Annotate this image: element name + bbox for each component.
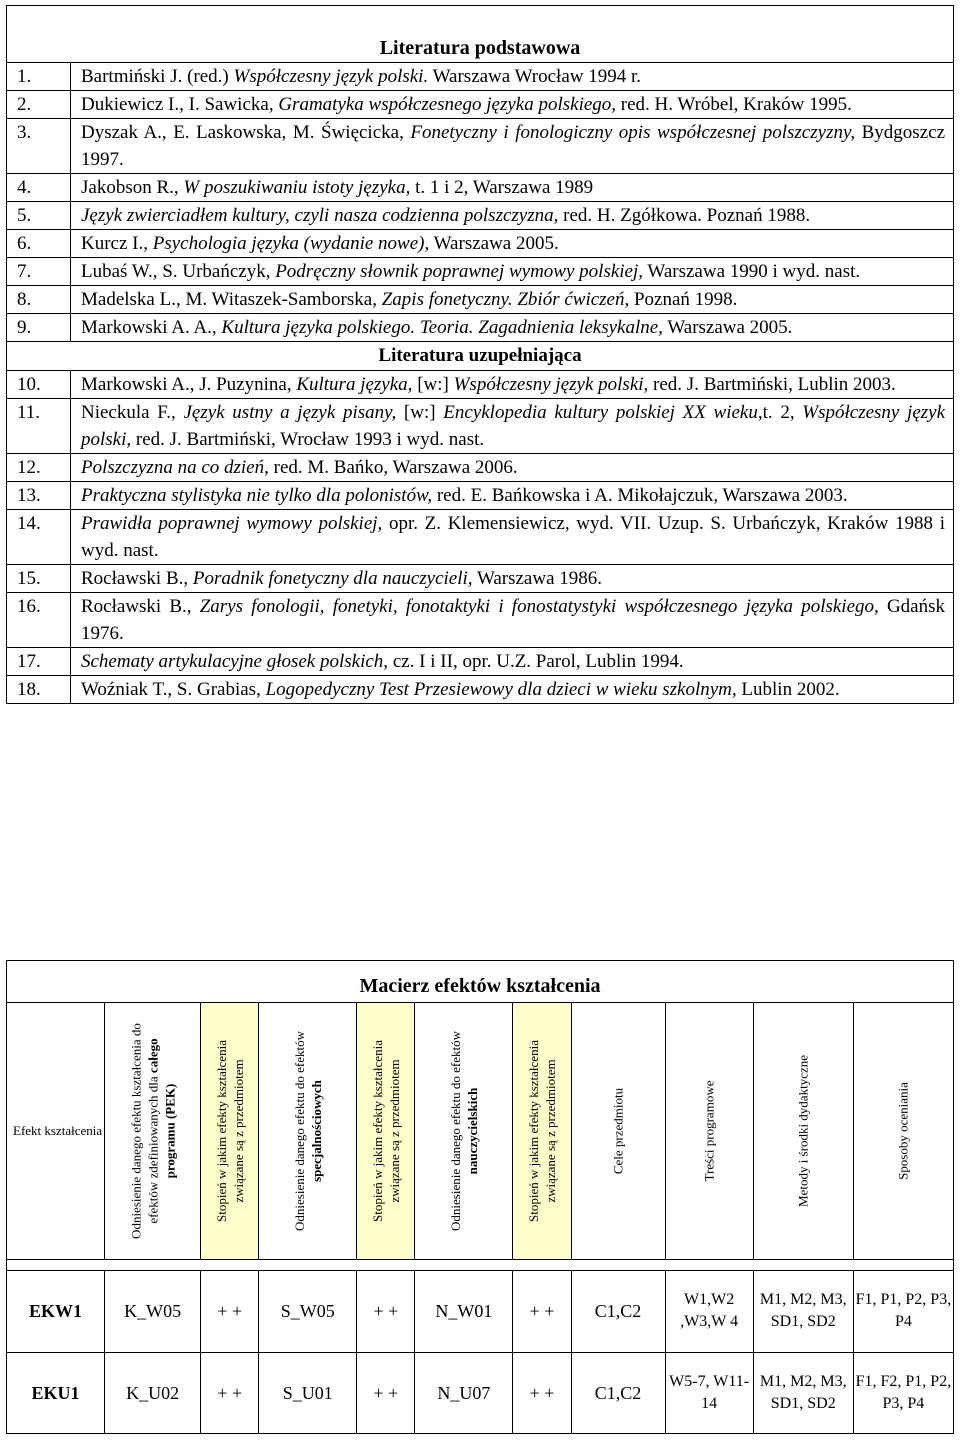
matrix-cell-spec: S_W05 xyxy=(259,1271,357,1352)
matrix-cell-spec: S_U01 xyxy=(259,1352,357,1433)
literature-text-part: cz. I i II, opr. U.Z. Parol, Lublin 1994. xyxy=(388,651,684,672)
blank-row xyxy=(7,6,954,35)
literature-item-text xyxy=(71,63,954,91)
literature-item xyxy=(7,314,954,342)
matrix-cell-pek: K_U02 xyxy=(105,1352,201,1433)
matrix-cell-assessment: F1, F2, P1, P2, P3, P4 xyxy=(853,1352,953,1433)
supplementary-heading-row xyxy=(7,342,954,371)
matrix-cell-methods: M1, M2, M3, SD1, SD2 xyxy=(753,1352,853,1433)
header-degree-1: Stopień w jakim efekty kształcenia związane są z przedmiotem xyxy=(201,1003,259,1260)
literature-text-part: Jakobson R., xyxy=(81,177,184,198)
literature-title-italic: Język ustny a język pisany, xyxy=(183,402,397,423)
matrix-cell-assessment: F1, P1, P2, P3, P4 xyxy=(853,1271,953,1352)
literature-title-italic: Polszczyzna na co dzień xyxy=(81,457,265,478)
literature-item-text xyxy=(71,314,954,342)
literature-table xyxy=(6,5,954,704)
header-specialty: Odniesienie danego efektu do efektów specjalnościowych xyxy=(259,1003,357,1260)
literature-text-part: Markowski A., J. Puzynina, xyxy=(81,374,297,395)
matrix-cell-deg2: + + xyxy=(357,1352,415,1433)
matrix-cell-effect: EKW1 xyxy=(7,1271,105,1352)
literature-title-italic: Poradnik fonetyczny dla nauczycieli, xyxy=(192,568,473,589)
literature-item-number: 2. xyxy=(7,91,71,119)
literature-title-italic: Współczesny język polski xyxy=(453,374,644,395)
literature-item-text xyxy=(71,676,954,704)
literature-item xyxy=(7,648,954,676)
matrix-cell-methods: M1, M2, M3, SD1, SD2 xyxy=(753,1271,853,1352)
literature-item xyxy=(7,565,954,593)
matrix-cell-effect: EKU1 xyxy=(7,1352,105,1433)
literature-text-part: Nieckula F., xyxy=(81,402,184,423)
literature-item xyxy=(7,593,954,648)
literature-item-number: 15. xyxy=(7,565,71,593)
literature-item xyxy=(7,510,954,565)
literature-item-number: 13. xyxy=(7,482,71,510)
basic-literature-heading-row xyxy=(7,34,954,63)
literature-text-part: Rocławski B., xyxy=(81,596,200,617)
literature-item-number: 4. xyxy=(7,174,71,202)
literature-item-number: 18. xyxy=(7,676,71,704)
matrix-header-row xyxy=(7,1003,954,1260)
literature-item-number: 1. xyxy=(7,63,71,91)
matrix-cell-deg1: + + xyxy=(201,1271,259,1352)
literature-text-part: Warszawa 2005. xyxy=(662,317,793,338)
header-assessment: Sposoby oceniania xyxy=(853,1003,953,1260)
header-pek: Odniesienie danego efektu kształcenia do efektów zdefiniowanych dla całego programu (PEK) xyxy=(105,1003,201,1260)
literature-text-part: Woźniak T., S. Grabias, xyxy=(81,679,266,700)
literature-text-part: Warszawa Wrocław 1994 r. xyxy=(428,66,642,87)
literature-text-part: t. 2, xyxy=(762,402,803,423)
literature-text-part: Dukiewicz I., I. Sawicka, xyxy=(81,94,279,115)
literature-text-part: Lubaś W., S. Urbańczyk, xyxy=(81,261,276,282)
literature-item-number: 11. xyxy=(7,399,71,454)
literature-item-number: 14. xyxy=(7,510,71,565)
literature-item xyxy=(7,371,954,399)
literature-item xyxy=(7,230,954,258)
literature-title-italic: Zapis fonetyczny. Zbiór ćwiczeń, xyxy=(381,289,630,310)
literature-item-text xyxy=(71,399,954,454)
literature-item-text xyxy=(71,454,954,482)
literature-title-italic: Współczesny język polski, xyxy=(81,402,946,450)
header-content: Treści programowe xyxy=(665,1003,753,1260)
literature-item-number: 8. xyxy=(7,286,71,314)
literature-item xyxy=(7,399,954,454)
literature-item-number: 10. xyxy=(7,371,71,399)
matrix-cell-deg2: + + xyxy=(357,1271,415,1352)
literature-item-number: 16. xyxy=(7,593,71,648)
matrix-cell-goals: C1,C2 xyxy=(571,1352,665,1433)
literature-text-part: red. E. Bańkowska i A. Mikołajczuk, Warszawa 2003. xyxy=(432,485,848,506)
literature-item xyxy=(7,258,954,286)
literature-text-part: Warszawa 1986. xyxy=(472,568,603,589)
matrix-cell-pek: K_W05 xyxy=(105,1271,201,1352)
literature-text-part: Madelska L., M. Witaszek-Samborska, xyxy=(81,289,382,310)
literature-item-text xyxy=(71,371,954,399)
literature-text-part: Rocławski B., xyxy=(81,568,193,589)
literature-text-part: Gdańsk 1976. xyxy=(81,596,945,644)
literature-item-text xyxy=(71,286,954,314)
matrix-gap-row xyxy=(7,1259,954,1270)
literature-title-italic: Zarys fonologii, fonetyki, fonotaktyki i fonostatystyki współczesnego języka polskiego, xyxy=(199,596,879,617)
literature-text-part: , red. M. Bańko, Warszawa 2006. xyxy=(264,457,518,478)
literature-text-part: Warszawa 1990 i wyd. nast. xyxy=(643,261,861,282)
literature-text-part: Dyszak A., E. Laskowska, M. Święcicka, xyxy=(81,122,411,143)
literature-item xyxy=(7,63,954,91)
matrix-cell-goals: C1,C2 xyxy=(571,1271,665,1352)
literature-text-part: t. 1 i 2, Warszawa 1989 xyxy=(410,177,594,198)
literature-item-text xyxy=(71,202,954,230)
literature-item-text xyxy=(71,174,954,202)
header-effect: Efekt kształcenia xyxy=(7,1003,105,1260)
literature-text-part: Poznań 1998. xyxy=(629,289,738,310)
matrix-cell-content: W1,W2 ,W3,W 4 xyxy=(665,1271,753,1352)
literature-text-part: Bydgoszcz 1997. xyxy=(81,122,945,170)
literature-title-italic: Logopedyczny Test Przesiewowy dla dzieci w wieku szkolnym, xyxy=(265,679,737,700)
literature-item-number: 17. xyxy=(7,648,71,676)
literature-item xyxy=(7,91,954,119)
literature-item-text xyxy=(71,230,954,258)
literature-title-italic: Fonetyczny i fonologiczny opis współczesnej polszczyzny, xyxy=(410,122,856,143)
basic-literature-heading: Literatura podstawowa xyxy=(7,34,954,63)
header-teacher: Odniesienie danego efektu do efektów nauczycielskich xyxy=(415,1003,513,1260)
literature-item-text xyxy=(71,648,954,676)
matrix-cell-deg1: + + xyxy=(201,1352,259,1433)
literature-text-part: [w:] xyxy=(412,374,454,395)
matrix-row xyxy=(7,1271,954,1352)
literature-item xyxy=(7,202,954,230)
literature-title-italic: Gramatyka współczesnego języka polskiego, xyxy=(278,94,617,115)
literature-title-italic: Kultura języka polskiego. Teoria. Zagadnienia leksykalne, xyxy=(221,317,663,338)
literature-text-part: , red. J. Bartmiński, Lublin 2003. xyxy=(643,374,896,395)
literature-item xyxy=(7,286,954,314)
header-methods: Metody i środki dydaktyczne xyxy=(753,1003,853,1260)
literature-title-italic: Praktyczna stylistyka nie tylko dla polonistów, xyxy=(81,485,433,506)
literature-text-part: Bartmiński J. (red.) xyxy=(81,66,234,87)
literature-item-text xyxy=(71,593,954,648)
matrix-cell-teach: N_U07 xyxy=(415,1352,513,1433)
literature-text-part: opr. Z. Klemensiewicz, wyd. VII. Uzup. S. Urbańczyk, Kraków 1988 i wyd. nast. xyxy=(81,513,945,561)
literature-item-number: 5. xyxy=(7,202,71,230)
matrix-title-row xyxy=(7,961,954,1003)
literature-item-text xyxy=(71,482,954,510)
literature-body xyxy=(7,6,954,704)
literature-item-number: 12. xyxy=(7,454,71,482)
literature-title-italic: Psychologia języka (wydanie nowe), xyxy=(152,233,430,254)
literature-item-text xyxy=(71,565,954,593)
literature-item xyxy=(7,676,954,704)
literature-text-part: [w:] xyxy=(396,402,444,423)
literature-title-italic: Język zwierciadłem kultury, czyli nasza codzienna polszczyzna, xyxy=(81,205,559,226)
matrix-cell-content: W5-7, W11- 14 xyxy=(665,1352,753,1433)
literature-item xyxy=(7,454,954,482)
literature-item xyxy=(7,482,954,510)
literature-item-number: 3. xyxy=(7,119,71,174)
literature-title-italic: Prawidła poprawnej wymowy polskiej, xyxy=(81,513,383,534)
literature-item-number: 7. xyxy=(7,258,71,286)
matrix-cell-teach: N_W01 xyxy=(415,1271,513,1352)
literature-text-part: red. H. Wróbel, Kraków 1995. xyxy=(616,94,852,115)
supplementary-literature-heading: Literatura uzupełniająca xyxy=(7,342,954,371)
literature-text-part: Markowski A. A., xyxy=(81,317,222,338)
literature-text-part: Kurcz I., xyxy=(81,233,153,254)
literature-item-text xyxy=(71,91,954,119)
matrix-rows xyxy=(7,1271,954,1434)
literature-item xyxy=(7,174,954,202)
matrix-cell-deg3: + + xyxy=(513,1352,571,1433)
literature-title-italic: Schematy artykulacyjne głosek polskich, xyxy=(81,651,389,672)
literature-text-part: red. J. Bartmiński, Wrocław 1993 i wyd. nast. xyxy=(131,429,485,450)
literature-item-number: 6. xyxy=(7,230,71,258)
learning-outcomes-matrix xyxy=(6,960,954,1434)
matrix-cell-deg3: + + xyxy=(513,1271,571,1352)
literature-text-part: red. H. Zgółkowa. Poznań 1988. xyxy=(558,205,811,226)
literature-item-text xyxy=(71,510,954,565)
literature-title-italic: Kultura języka, xyxy=(296,374,413,395)
literature-text-part: Warszawa 2005. xyxy=(429,233,559,254)
header-degree-3: Stopień w jakim efekty kształcenia związane są z przedmiotem xyxy=(513,1003,571,1260)
literature-item-text xyxy=(71,258,954,286)
matrix-title: Macierz efektów kształcenia xyxy=(7,961,954,1003)
literature-title-italic: Podręczny słownik poprawnej wymowy polskiej, xyxy=(275,261,644,282)
literature-title-italic: W poszukiwaniu istoty języka, xyxy=(183,177,411,198)
matrix-row xyxy=(7,1352,954,1433)
literature-text-part: Lublin 2002. xyxy=(736,679,840,700)
literature-item-number: 9. xyxy=(7,314,71,342)
literature-item-text xyxy=(71,119,954,174)
literature-item xyxy=(7,119,954,174)
header-degree-2: Stopień w jakim efekty kształcenia związane są z przedmiotem xyxy=(357,1003,415,1260)
header-goals: Cele przedmiotu xyxy=(571,1003,665,1260)
literature-title-italic: Współczesny język polski. xyxy=(233,66,429,87)
literature-title-italic: Encyklopedia kultury polskiej XX wieku, xyxy=(443,402,763,423)
